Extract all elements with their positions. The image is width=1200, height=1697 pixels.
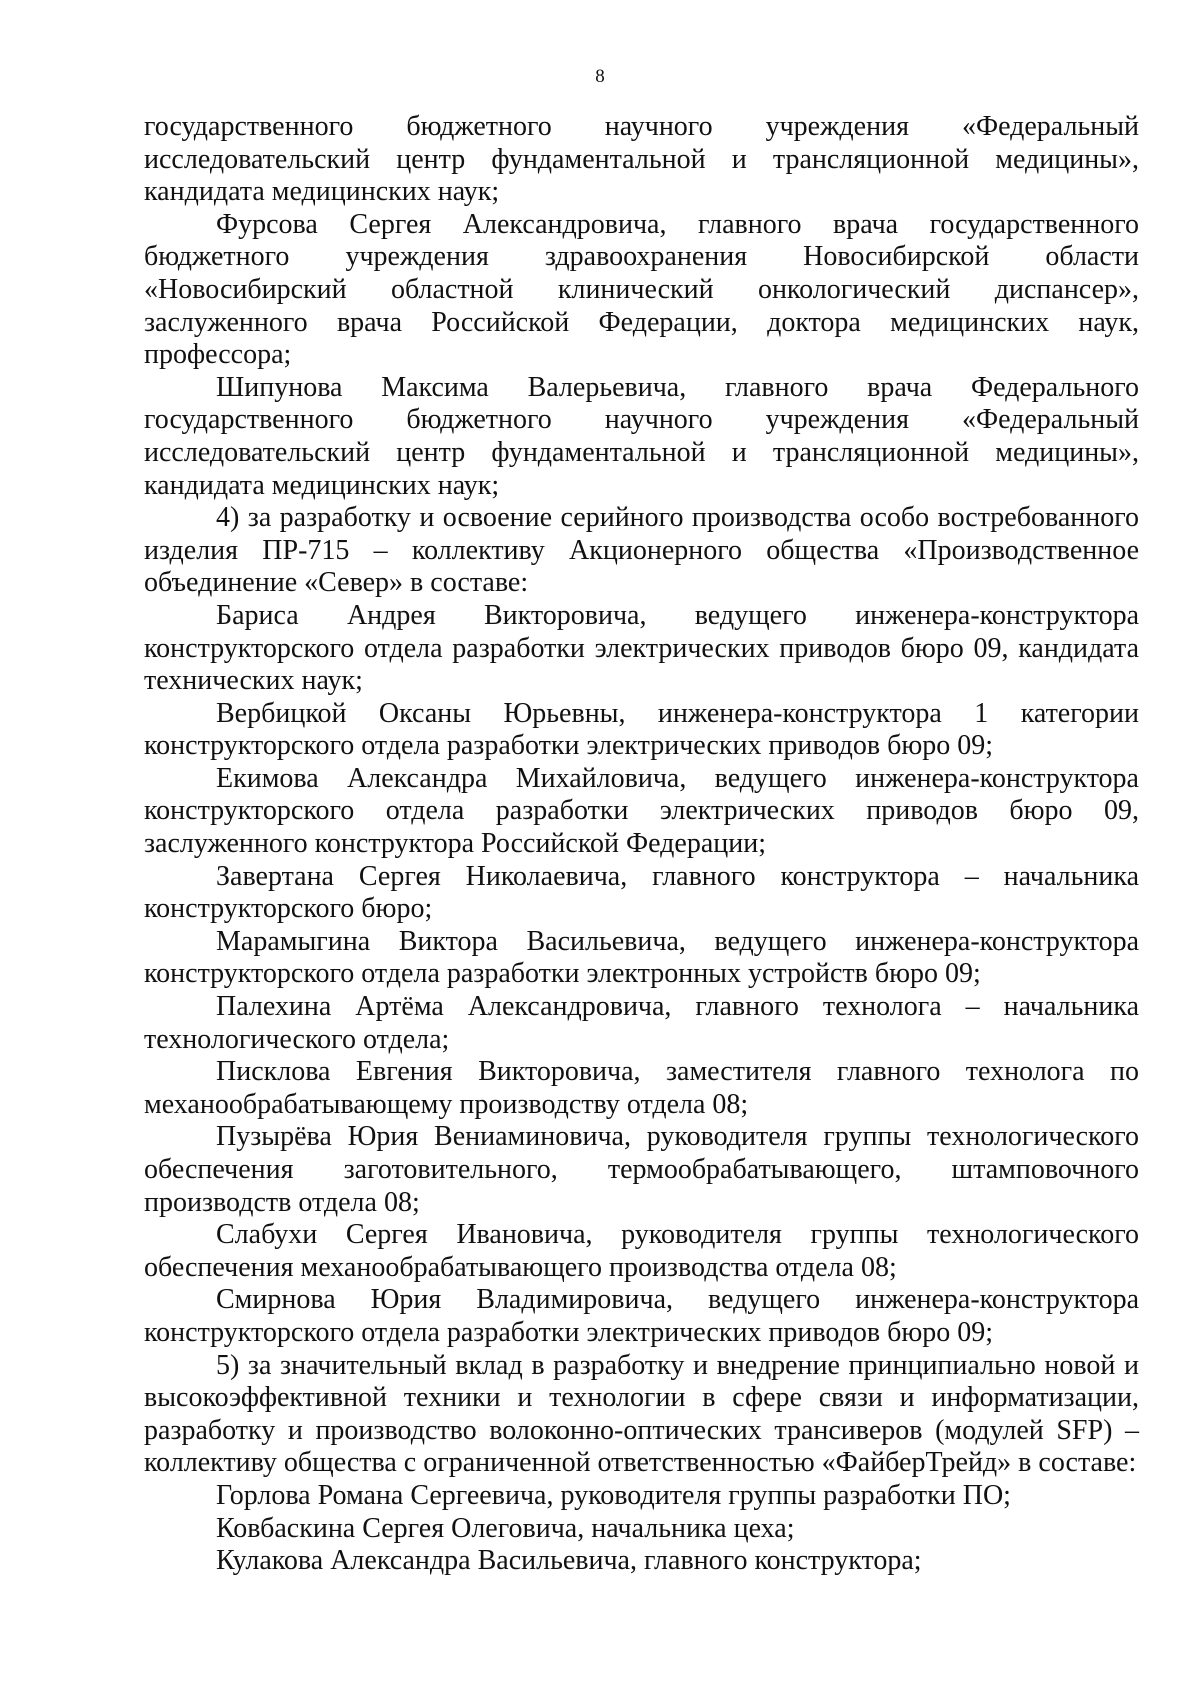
paragraph-nominee: Завертана Сергея Николаевича, главного конструктора – начальника конструкторского бюро; xyxy=(144,860,1139,925)
paragraph-award-item: 5) за значительный вклад в разработку и внедрение принципиально новой и высокоэффективной техники и технологии в сфере связи и информатизации, разработку и производство волоконно-оптических трансиверов (модулей SFP) – коллективу общества с ограниченной ответственностью «ФайберТрейд» в составе: xyxy=(144,1349,1139,1479)
paragraph-nominee: Шипунова Максима Валерьевича, главного врача Федерального государственного бюджетного научного учреждения «Федеральный исследовательский центр фундаментальной и трансляционной медицины», кандидата медицинских наук; xyxy=(144,371,1139,501)
paragraph-award-item: 4) за разработку и освоение серийного производства особо востребованного изделия ПР-715 – коллективу Акционерного общества «Производственное объединение «Север» в составе: xyxy=(144,502,1139,599)
paragraph-nominee: Горлова Романа Сергеевича, руководителя группы разработки ПО; xyxy=(216,1479,1011,1511)
paragraph-nominee: Пузырёва Юрия Вениаминовича, руководителя группы технологического обеспечения заготовительного, термообрабатывающего, штамповочного производств отдела 08; xyxy=(144,1121,1139,1218)
paragraph-nominee: Фурсова Сергея Александровича, главного врача государственного бюджетного учреждения здравоохранения Новосибирской области «Новосибирский областной клинический онкологический диспансер», заслуженного врача Российской Федерации, доктора медицинских наук, профессора; xyxy=(144,208,1139,371)
paragraph-nominee: Бариса Андрея Викторовича, ведущего инженера-конструктора конструкторского отдела разработки электрических приводов бюро 09, кандидата технических наук; xyxy=(144,599,1139,697)
paragraph-nominee: Марамыгина Виктора Васильевича, ведущего инженера-конструктора конструкторского отдела разработки электронных устройств бюро 09; xyxy=(144,925,1139,990)
paragraph-nominee: Смирнова Юрия Владимировича, ведущего инженера-конструктора конструкторского отдела разработки электрических приводов бюро 09; xyxy=(144,1284,1139,1348)
paragraph-nominee: Кулакова Александра Васильевича, главного конструктора; xyxy=(216,1545,922,1577)
paragraph-continuation: государственного бюджетного научного учреждения «Федеральный исследовательский центр фундаментальной и трансляционной медицины», кандидата медицинских наук; xyxy=(144,111,1139,208)
paragraph-nominee: Ковбаскина Сергея Олеговича, начальника цеха; xyxy=(216,1512,795,1544)
paragraph-nominee: Вербицкой Оксаны Юрьевны, инженера-конструктора 1 категории конструкторского отдела разработки электрических приводов бюро 09; xyxy=(144,697,1139,762)
paragraph-nominee: Слабухи Сергея Ивановича, руководителя группы технологического обеспечения механообрабатывающего производства отдела 08; xyxy=(144,1219,1139,1283)
page-number: 8 xyxy=(595,66,605,87)
document-body xyxy=(144,111,1139,1578)
paragraph-nominee: Палехина Артёма Александровича, главного технолога – начальника технологического отдела; xyxy=(144,991,1139,1055)
paragraph-nominee: Писклова Евгения Викторовича, заместителя главного технолога по механообрабатывающему производству отдела 08; xyxy=(144,1056,1139,1120)
paragraph-nominee: Екимова Александра Михайловича, ведущего инженера-конструктора конструкторского отдела разработки электрических приводов бюро 09, заслуженного конструктора Российской Федерации; xyxy=(144,762,1139,860)
